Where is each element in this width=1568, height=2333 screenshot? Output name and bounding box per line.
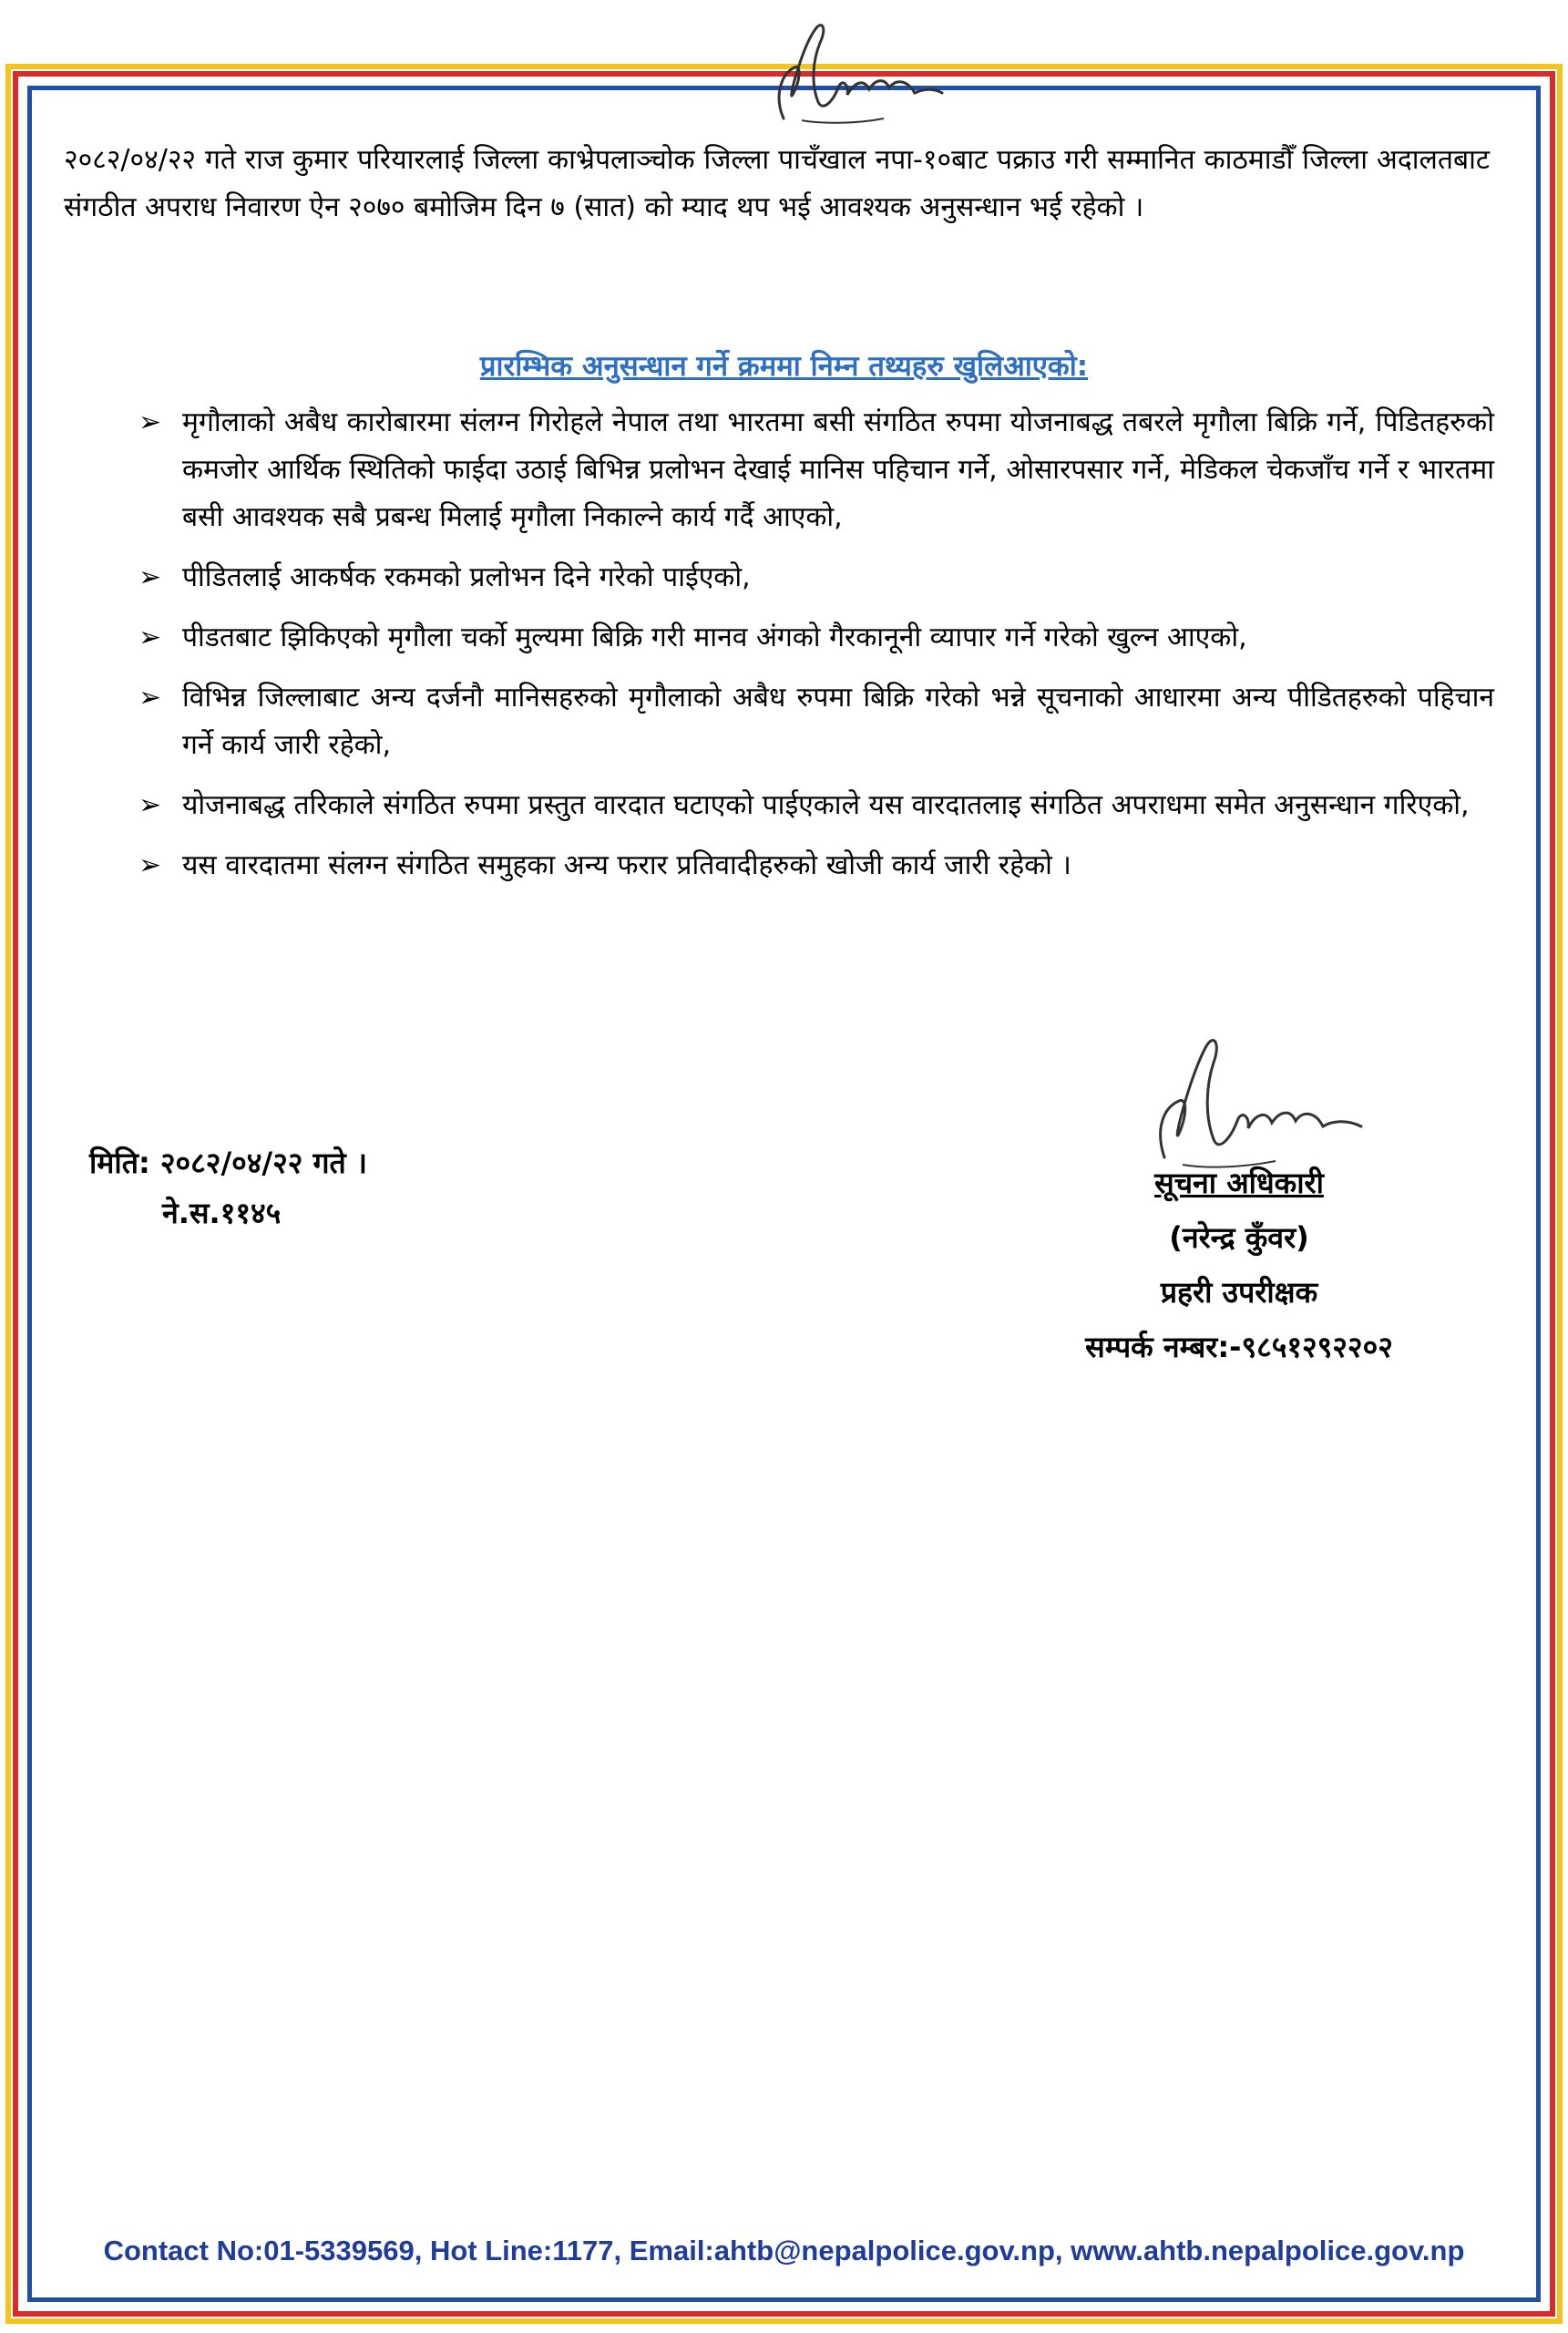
arrow-bullet-icon: ➢ [138,561,162,593]
footer-contact: Contact No:01-5339569, Hot Line:1177, Email:ahtb@nepalpolice.gov.np, www.ahtb.nepalpolice.gov.np [103,2235,1465,2266]
arrow-bullet-icon: ➢ [138,789,162,821]
signatory-name: (नरेन्द्र कुँवर) [1169,1220,1309,1255]
nepal-sambat-year: ने.स.११४५ [162,1196,282,1230]
arrow-bullet-icon: ➢ [138,849,162,881]
list-item: ➢ विभिन्न जिल्लाबाट अन्य दर्जनौ मानिसहरुको मृगौलाको अबैध रुपमा बिक्रि गरेको भन्ने सूचनाको आधारमा अन्य पीडितहरुको पहिचान गर्ने कार्य जारी रहेको, [182,674,1494,769]
findings-list [138,399,1494,902]
list-item: ➢ पीडतबाट झिकिएको मृगौला चर्को मुल्यमा बिक्रि गरी मानव अंगको गैरकानूनी व्यापार गर्ने गरेको खुल्न आएको, [182,614,1494,662]
signature-top [747,11,957,139]
signatory-title: सूचना अधिकारी [1154,1166,1324,1200]
issue-date: मिति: २०८२/०४/२२ गते । [89,1146,368,1180]
arrow-bullet-icon: ➢ [138,406,162,438]
findings-heading: प्रारम्भिक अनुसन्धान गर्ने क्रममा निम्न तथ्यहरु खुलिआएको: [479,350,1089,383]
list-item: ➢ योजनाबद्ध तरिकाले संगठित रुपमा प्रस्तुत वारदात घटाएको पाईएकाले यस वारदातलाइ संगठित अपराधमा समेत अनुसन्धान गरिएको, [182,782,1494,829]
list-item: ➢ पीडितलाई आकर्षक रकमको प्रलोभन दिने गरेको पाईएको, [182,554,1494,601]
arrow-bullet-icon: ➢ [138,622,162,653]
list-item: ➢ यस वारदातमा संलग्न संगठित समुहका अन्य फरार प्रतिवादीहरुको खोजी कार्य जारी रहेको । [182,842,1494,889]
signatory-rank: प्रहरी उपरीक्षक [1160,1275,1318,1310]
list-item: ➢ मृगौलाको अबैध कारोबारमा संलग्न गिरोहले नेपाल तथा भारतमा बसी संगठित रुपमा योजनाबद्ध तबरले मृगौला बिक्रि गर्ने, पिडितहरुको कमजोर आर्थिक स्थितिको फाईदा उठाई बिभिन्न प्रलोभन देखाई मानिस पहिचान गर्ने, ओसारपसार गर्ने, मेडिकल चेकजाँच गर्ने र भारतमा बसी आवश्यक सबै प्रबन्ध मिलाई मृगौला निकाल्ने कार्य गर्दै आएको, [182,399,1494,541]
arrow-bullet-icon: ➢ [138,682,162,714]
signatory-contact: सम्पर्क नम्बर:-९८५१२९२२०२ [1085,1330,1393,1364]
intro-paragraph: २०८२/०४/२२ गते राज कुमार परियारलाई जिल्ला काभ्रेपलाञ्चोक जिल्ला पाचँखाल नपा-१०बाट पक्राउ गरी सम्मानित काठमाडौँ जिल्ला अदालतबाट संगठीत अपराध निवारण ऐन २०७० बमोजिम दिन ७ (सात) को म्याद थप भई आवश्यक अनुसन्धान भई रहेको । [64,144,1490,223]
